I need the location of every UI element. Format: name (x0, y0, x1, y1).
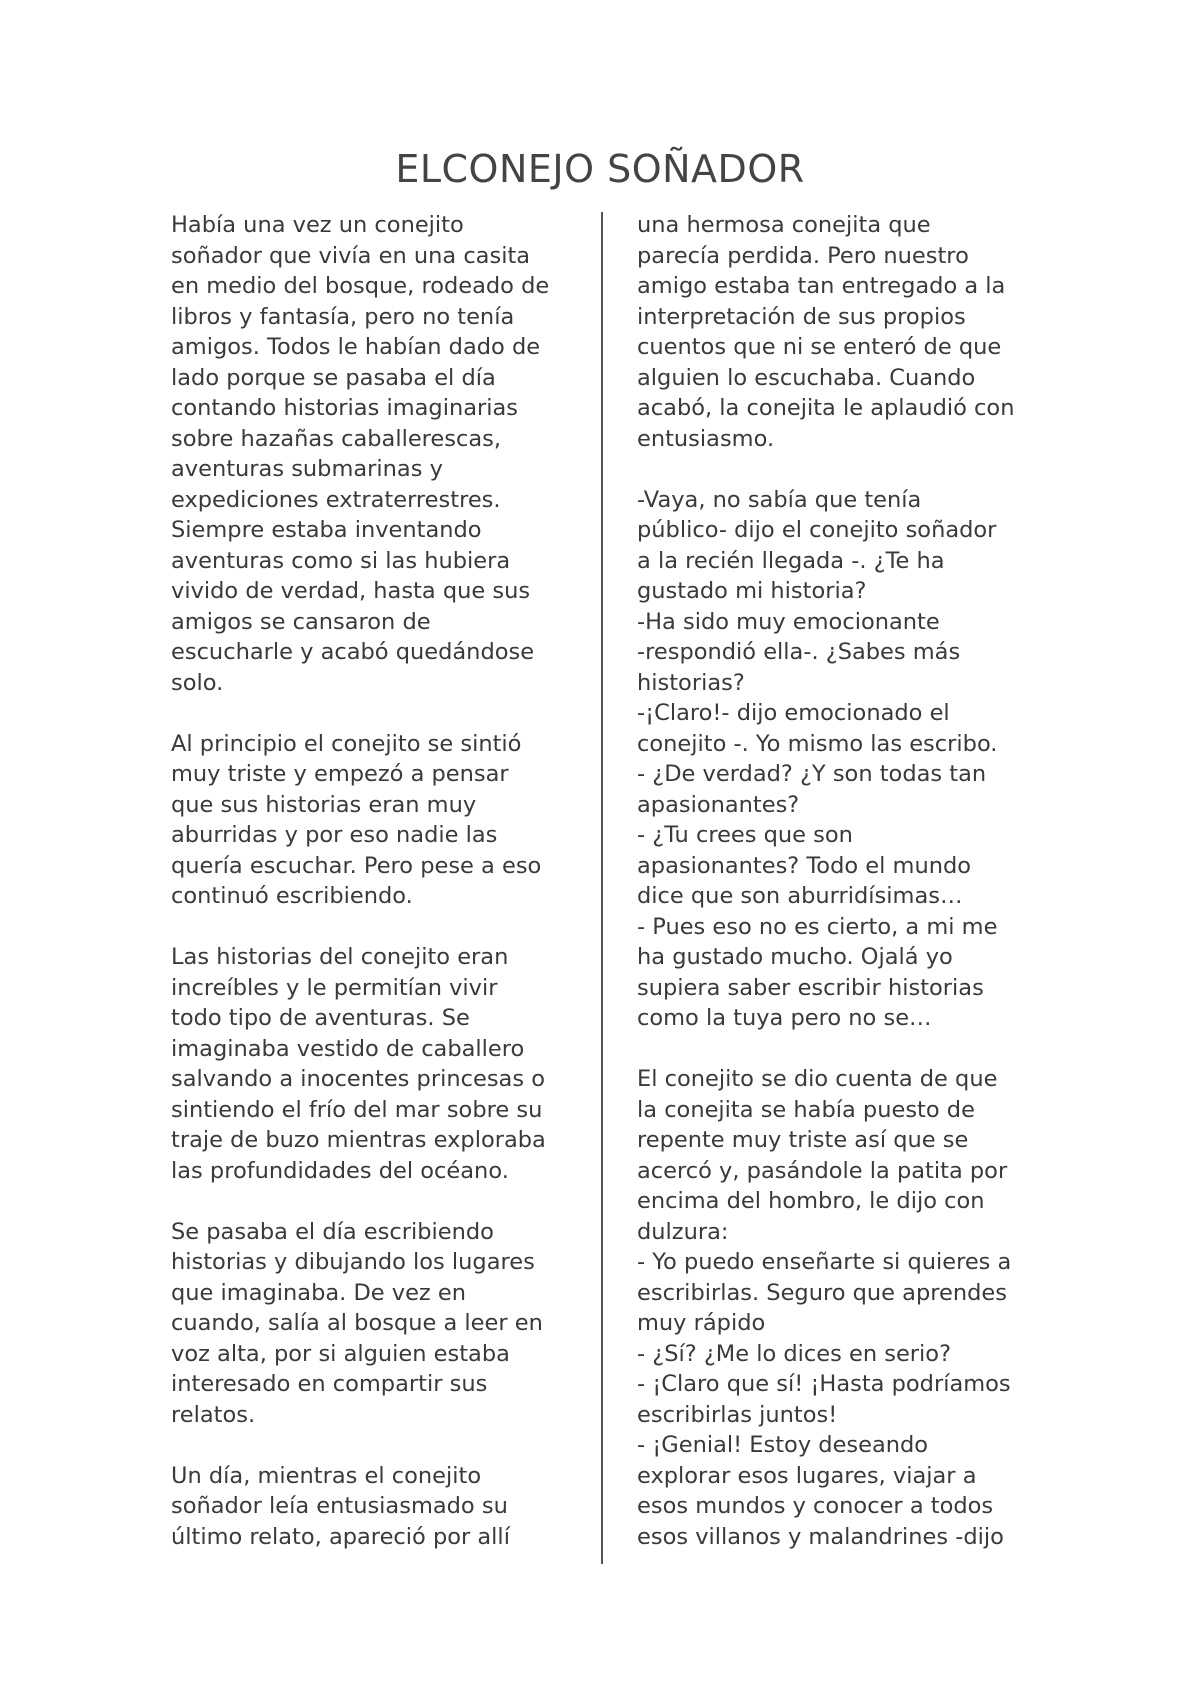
text-line: como la tuya pero no se… (637, 1005, 932, 1031)
text-line: entusiasmo. (637, 425, 775, 452)
text-line: una hermosa conejita que (637, 212, 931, 238)
text-line: alguien lo escuchaba. Cuando (637, 364, 976, 391)
text-line: supiera saber escribir historias (637, 974, 984, 1001)
text-line: dice que son aburridísimas… (637, 883, 963, 909)
text-line: Las historias del conejito eran (171, 944, 509, 970)
text-line: conejito -. Yo mismo las escribo. (637, 730, 998, 757)
paragraph-break (171, 1430, 591, 1461)
text-line: vivido de verdad, hasta que sus (171, 578, 531, 604)
text-line: - ¿De verdad? ¿Y son todas tan (637, 761, 987, 787)
text-line: encima del hombro, le dijo con (637, 1188, 985, 1214)
text-line: que imaginaba. De vez en (171, 1279, 466, 1306)
text-line: amigos se cansaron de (171, 608, 431, 635)
text-line: continuó escribiendo. (171, 883, 413, 909)
text-line: - ¡Claro que sí! ¡Hasta podríamos (637, 1371, 1011, 1397)
text-line: último relato, apareció por allí (171, 1523, 510, 1550)
text-line: -¡Claro!- dijo emocionado el (637, 700, 950, 726)
text-line: increíbles y le permitían vivir (171, 974, 498, 1001)
text-line: muy triste y empezó a pensar (171, 761, 509, 787)
text-line: cuando, salía al bosque a leer en (171, 1310, 543, 1336)
text-line: - ¿Tu crees que son (637, 822, 853, 848)
paragraph-break (171, 698, 591, 729)
text-line: amigos. Todos le habían dado de (171, 334, 541, 360)
paragraph-break (637, 1034, 1057, 1065)
text-line: esos mundos y conocer a todos (637, 1493, 994, 1519)
text-line: solo. (171, 669, 224, 696)
text-line: quería escuchar. Pero pese a eso (171, 852, 542, 879)
text-line: lado porque se pasaba el día (171, 364, 496, 391)
paragraph-break (171, 1186, 591, 1217)
paragraph-break (171, 912, 591, 943)
text-line: todo tipo de aventuras. Se (171, 1005, 470, 1031)
text-line: expediciones extraterrestres. (171, 486, 501, 513)
text-line: traje de buzo mientras exploraba (171, 1127, 546, 1153)
text-line: imaginaba vestido de caballero (171, 1035, 525, 1062)
text-line: ha gustado mucho. Ojalá yo (637, 944, 953, 970)
text-line: que sus historias eran muy (171, 791, 477, 818)
text-line: en medio del bosque, rodeado de (171, 273, 550, 299)
text-line: parecía perdida. Pero nuestro (637, 242, 969, 269)
text-line: escucharle y acabó quedándose (171, 639, 535, 665)
text-line: muy rápido (637, 1310, 766, 1336)
text-column-right (637, 210, 1057, 1552)
text-line: interesado en compartir sus (171, 1371, 488, 1397)
text-line: la conejita se había puesto de (637, 1096, 975, 1123)
text-line: aventuras como si las hubiera (171, 547, 511, 574)
text-line: salvando a inocentes princesas o (171, 1066, 545, 1092)
text-line: público- dijo el conejito soñador (637, 517, 997, 543)
text-line: -Vaya, no sabía que tenía (637, 486, 922, 513)
text-line: escribirlas. Seguro que aprendes (637, 1279, 1007, 1306)
text-line: Al principio el conejito se sintió (171, 730, 522, 757)
text-line: interpretación de sus propios (637, 303, 966, 330)
text-line: - Yo puedo enseñarte si quieres a (637, 1249, 1012, 1275)
text-line: contando historias imaginarias (171, 395, 519, 421)
text-line: a la recién llegada -. ¿Te ha (637, 547, 945, 574)
text-line: las profundidades del océano. (171, 1157, 509, 1184)
text-line: historias y dibujando los lugares (171, 1249, 535, 1275)
text-line: soñador que vivía en una casita (171, 242, 531, 269)
text-line: sobre hazañas caballerescas, (171, 425, 502, 452)
text-line: explorar esos lugares, viajar a (637, 1462, 977, 1489)
text-line: Había una vez un conejito (171, 212, 464, 238)
text-line: relatos. (171, 1401, 256, 1428)
text-line: Siempre estaba inventando (171, 517, 482, 543)
text-line: -respondió ella-. ¿Sabes más (637, 639, 961, 665)
text-line: El conejito se dio cuenta de que (637, 1066, 998, 1092)
paragraph-break (637, 454, 1057, 485)
text-line: - ¿Sí? ¿Me lo dices en serio? (637, 1340, 952, 1367)
text-line: esos villanos y malandrines -dijo (637, 1523, 1004, 1550)
column-divider (601, 212, 603, 1564)
text-line: - ¡Genial! Estoy deseando (637, 1432, 929, 1458)
page-title: ELCONEJO SOÑADOR (395, 147, 805, 191)
text-line: cuentos que ni se enteró de que (637, 334, 1002, 360)
text-line: acabó, la conejita le aplaudió con (637, 395, 1015, 421)
text-line: libros y fantasía, pero no tenía (171, 303, 515, 330)
text-line: historias? (637, 669, 745, 696)
text-line: voz alta, por si alguien estaba (171, 1340, 510, 1367)
text-line: dulzura: (637, 1218, 729, 1245)
text-line: repente muy triste así que se (637, 1127, 969, 1153)
text-line: amigo estaba tan entregado a la (637, 273, 1006, 299)
text-line: Un día, mientras el conejito (171, 1462, 482, 1489)
text-line: gustado mi historia? (637, 578, 867, 604)
text-line: Se pasaba el día escribiendo (171, 1218, 494, 1245)
text-line: aventuras submarinas y (171, 456, 443, 482)
text-line: escribirlas juntos! (637, 1401, 838, 1428)
text-column-left (171, 210, 591, 1552)
text-line: aburridas y por eso nadie las (171, 822, 498, 848)
text-line: -Ha sido muy emocionante (637, 608, 940, 635)
text-line: - Pues eso no es cierto, a mi me (637, 913, 998, 940)
text-line: soñador leía entusiasmado su (171, 1493, 508, 1519)
text-line: sintiendo el frío del mar sobre su (171, 1096, 543, 1123)
text-line: apasionantes? (637, 791, 800, 818)
text-line: apasionantes? Todo el mundo (637, 852, 972, 879)
text-line: acercó y, pasándole la patita por (637, 1157, 1008, 1184)
